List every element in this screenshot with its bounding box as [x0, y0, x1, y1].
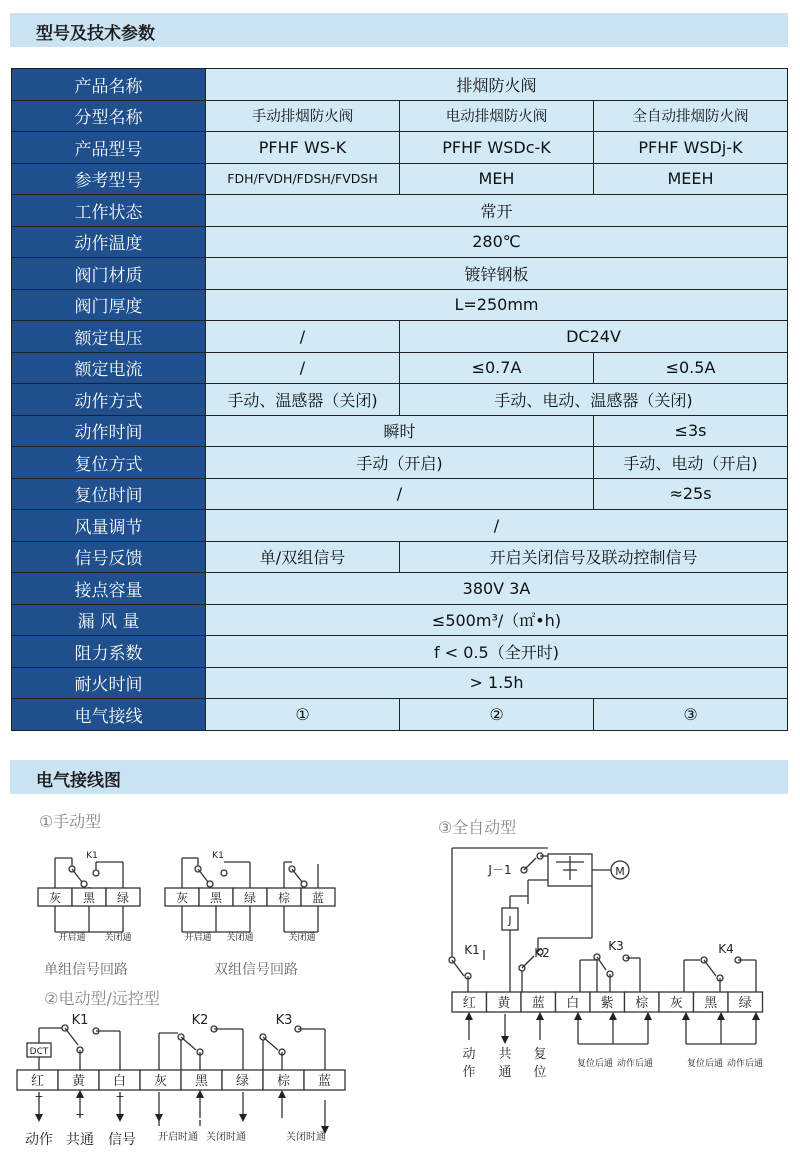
wire: [263, 1037, 278, 1050]
wiring-diagrams: [0, 800, 800, 1174]
wire: [65, 1028, 78, 1045]
spec-value-cell: 单/双组信号: [206, 541, 400, 573]
spec-row-label: 动作温度: [12, 226, 206, 258]
spec-row-label: 阀门厚度: [12, 289, 206, 321]
terminal-label: 黄: [497, 996, 511, 1011]
terminal-label: 绿: [116, 891, 130, 905]
spec-value-cell: MEH: [400, 163, 594, 195]
group-label: 关闭时通: [286, 1132, 326, 1143]
group-label: 复位后通: [576, 1059, 614, 1069]
terminal-label: 绿: [235, 1074, 250, 1089]
spec-value-cell: 镀锌钢板: [206, 258, 788, 290]
spec-value-cell: 开启关闭信号及联动控制信号: [400, 541, 788, 573]
contact-point: [301, 881, 307, 887]
bottom-label: 复: [533, 1047, 547, 1062]
spec-row: [12, 163, 788, 195]
spec-value-cell: 手动、温感器（关闭): [206, 384, 400, 416]
caption-double: 双组信号回路: [214, 962, 298, 978]
bottom-label: 信号: [108, 1132, 136, 1148]
spec-value-cell: 280℃: [206, 226, 788, 258]
spec-value-cell: /: [206, 478, 594, 510]
wiring-section-title: 电气接线图: [36, 771, 121, 791]
spec-row: [12, 667, 788, 699]
terminal-label: 黑: [82, 891, 96, 905]
bottom-label: 动: [462, 1047, 476, 1062]
spec-value-cell: 380V 3A: [206, 573, 788, 605]
spec-row: [12, 636, 788, 668]
spec-row: [12, 258, 788, 290]
bottom-label: 位: [533, 1065, 547, 1080]
terminal-label: 红: [462, 996, 476, 1011]
spec-row-label: 漏 风 量: [12, 604, 206, 636]
spec-value-cell: ≈25s: [594, 478, 788, 510]
spec-value-cell: 全自动排烟防火阀: [594, 100, 788, 132]
spec-value-cell: 手动、电动（开启): [594, 447, 788, 479]
spec-row-label: 产品型号: [12, 132, 206, 164]
wire: [292, 869, 302, 882]
group-label: 关闭通: [288, 933, 316, 943]
terminal-label: 绿: [243, 891, 257, 905]
spec-row: [12, 510, 788, 542]
bottom-label: 共通: [66, 1132, 94, 1148]
spec-row: [12, 289, 788, 321]
spec-row-label: 产品名称: [12, 69, 206, 101]
spec-row-label: 分型名称: [12, 100, 206, 132]
spec-section-header: [10, 13, 788, 47]
wire: [704, 960, 716, 976]
spec-row-label: 接点容量: [12, 573, 206, 605]
spec-row-label: 复位时间: [12, 478, 206, 510]
spec-value-cell: ≤500m³/（㎡•h): [206, 604, 788, 636]
spec-row: [12, 69, 788, 101]
terminal-label: 蓝: [317, 1074, 332, 1089]
spec-row-label: 参考型号: [12, 163, 206, 195]
terminal-label: 灰: [48, 891, 62, 905]
auto-type-title: ③全自动型: [437, 818, 517, 837]
contact-point: [81, 881, 87, 887]
spec-row: [12, 100, 788, 132]
group-label: 复位后通: [686, 1059, 724, 1069]
spec-value-cell: ③: [594, 699, 788, 731]
spec-row-label: 风量调节: [12, 510, 206, 542]
spec-row: [12, 321, 788, 353]
relay-label: J－1: [488, 863, 512, 877]
spec-value-cell: /: [206, 352, 400, 384]
terminal-label: 黄: [71, 1074, 86, 1089]
coil-label: J: [508, 914, 512, 927]
terminal-label: 灰: [175, 891, 189, 905]
contact-point: [221, 870, 227, 876]
terminal-label: 白: [112, 1074, 127, 1089]
polarity-sign: +: [115, 1090, 125, 1103]
wire: [72, 869, 82, 882]
spec-value-cell: ≤0.5A: [594, 352, 788, 384]
wire: [522, 956, 534, 968]
switch-label: K1: [71, 1013, 89, 1028]
bottom-label: 通: [498, 1065, 512, 1080]
wiring-section-header: [10, 760, 788, 794]
terminal-label: 黑: [704, 996, 718, 1011]
spec-value-cell: PFHF WS-K: [206, 132, 400, 164]
wire: [452, 960, 464, 976]
terminal-label: 紫: [600, 996, 614, 1011]
spec-row: [12, 195, 788, 227]
bottom-label: 共: [498, 1047, 512, 1062]
spec-value-cell: PFHF WSDc-K: [400, 132, 594, 164]
group-label: 关闭通: [104, 933, 132, 943]
bottom-label: 动作: [25, 1132, 53, 1148]
spec-row-label: 工作状态: [12, 195, 206, 227]
spec-value-cell: 电动排烟防火阀: [400, 100, 594, 132]
switch-label: K2: [534, 946, 550, 960]
spec-value-cell: ≤3s: [594, 415, 788, 447]
spec-row: [12, 541, 788, 573]
spec-value-cell: 瞬时: [206, 415, 594, 447]
switch-label: K3: [275, 1013, 293, 1028]
spec-value-cell: 手动排烟防火阀: [206, 100, 400, 132]
spec-value-cell: ①: [206, 699, 400, 731]
contact-point: [207, 881, 213, 887]
switch-label: K4: [718, 942, 734, 956]
spec-row-label: 阻力系数: [12, 636, 206, 668]
group-label: 动作后通: [726, 1059, 764, 1069]
terminal-label: 绿: [738, 996, 752, 1011]
terminal-label: 黑: [209, 891, 223, 905]
group-label: 开启通: [184, 933, 212, 943]
spec-row: [12, 478, 788, 510]
group-label: 开启时通: [158, 1132, 198, 1143]
spec-row-label: 耐火时间: [12, 667, 206, 699]
group-label: 关闭通: [226, 933, 254, 943]
terminal-label: 白: [566, 996, 580, 1011]
switch-label: K1: [464, 943, 480, 957]
terminal-label: 棕: [277, 891, 291, 905]
spec-row-label: 动作方式: [12, 384, 206, 416]
wire: [524, 858, 536, 870]
spec-value-cell: 常开: [206, 195, 788, 227]
manual-type-title: ①手动型: [38, 812, 102, 831]
spec-value-cell: MEEH: [594, 163, 788, 195]
spec-value-cell: ②: [400, 699, 594, 731]
spec-row-label: 额定电流: [12, 352, 206, 384]
spec-row: [12, 415, 788, 447]
dct-label: DCT: [29, 1047, 49, 1057]
spec-value-cell: 手动、电动、温感器（关闭): [400, 384, 788, 416]
spec-value-cell: PFHF WSDj-K: [594, 132, 788, 164]
wire: [597, 957, 606, 970]
terminal-label: 棕: [276, 1074, 291, 1089]
spec-value-cell: > 1.5h: [206, 667, 788, 699]
spec-value-cell: /: [206, 321, 400, 353]
group-label: 关闭时通: [206, 1132, 246, 1143]
spec-row: [12, 132, 788, 164]
spec-section-title: 型号及技术参数: [36, 24, 155, 44]
spec-row-label: 阀门材质: [12, 258, 206, 290]
spec-row: [12, 604, 788, 636]
spec-row-label: 额定电压: [12, 321, 206, 353]
spec-value-cell: f < 0.5（全开时): [206, 636, 788, 668]
terminal-label: 灰: [153, 1074, 168, 1089]
polarity-sign: +: [34, 1090, 44, 1103]
terminal-label: 红: [30, 1074, 45, 1089]
spec-value-cell: 手动（开启): [206, 447, 594, 479]
spec-row-label: 复位方式: [12, 447, 206, 479]
terminal-label: 蓝: [311, 891, 325, 905]
electric-type-title: ②电动型/远控型: [44, 989, 160, 1008]
spec-value-cell: DC24V: [400, 321, 788, 353]
spec-value-cell: ≤0.7A: [400, 352, 594, 384]
contact-point: [93, 870, 99, 876]
switch-label: K1: [86, 851, 98, 861]
motor-label: M: [615, 865, 625, 878]
spec-value-cell: /: [206, 510, 788, 542]
terminal-label: 灰: [669, 996, 683, 1011]
spec-value-cell: FDH/FVDH/FDSH/FVDSH: [206, 163, 400, 195]
switch-label: K1: [212, 851, 224, 861]
spec-row: [12, 226, 788, 258]
spec-row: [12, 384, 788, 416]
spec-value-cell: L=250mm: [206, 289, 788, 321]
terminal-label: 蓝: [531, 996, 545, 1011]
terminal-label: 黑: [194, 1074, 209, 1089]
spec-row: [12, 352, 788, 384]
spec-row-label: 动作时间: [12, 415, 206, 447]
spec-table: [11, 68, 788, 731]
switch-label: K2: [191, 1013, 209, 1028]
group-label: 动作后通: [616, 1059, 654, 1069]
spec-row: [12, 699, 788, 731]
spec-row: [12, 573, 788, 605]
spec-value-cell: 排烟防火阀: [206, 69, 788, 101]
terminal-label: 棕: [635, 996, 649, 1011]
polarity-sign: −: [75, 1108, 85, 1121]
spec-row-label: 电气接线: [12, 699, 206, 731]
spec-row: [12, 447, 788, 479]
group-label: 开启通: [58, 933, 86, 943]
caption-single: 单组信号回路: [44, 962, 128, 978]
spec-row-label: 信号反馈: [12, 541, 206, 573]
switch-label: K3: [608, 939, 624, 953]
wire: [181, 1037, 196, 1050]
bottom-label: 作: [462, 1065, 476, 1080]
wire: [198, 869, 208, 882]
